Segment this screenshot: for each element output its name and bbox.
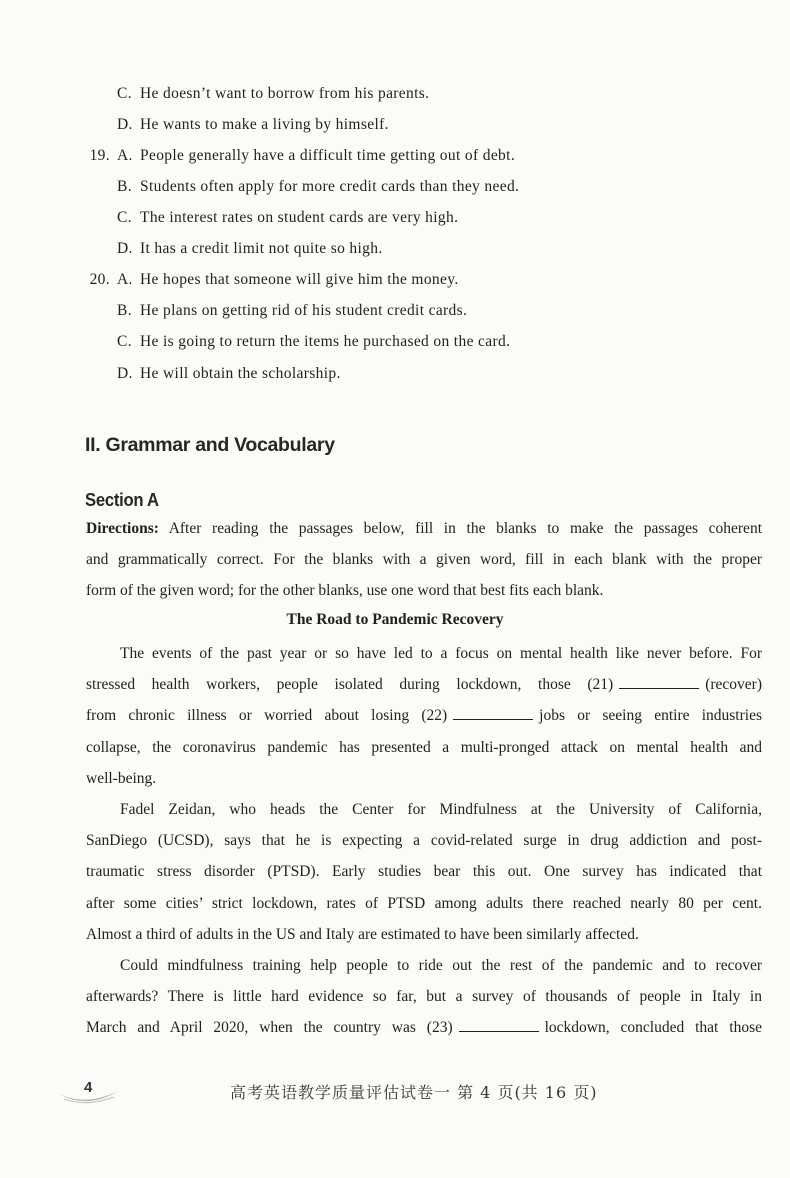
option-letter: D. — [117, 240, 133, 257]
passage-line: after some cities’ strict lockdown, rates of PTSD among adults there reached nearly 80 per cent. — [86, 894, 762, 912]
directions-line: and grammatically correct. For the blanks with a given word, fill in each blank with the proper — [86, 551, 762, 569]
passage-line: The events of the past year or so have led to a focus on mental health like never before. For — [120, 645, 762, 662]
option-20-b — [117, 301, 467, 321]
option-text: People generally have a difficult time getting out of debt. — [140, 147, 516, 164]
option-text: He hopes that someone will give him the money. — [140, 271, 459, 288]
blank-22[interactable] — [453, 705, 533, 720]
passage-line: well-being. — [86, 769, 157, 787]
directions — [86, 513, 762, 607]
passage-line: traumatic stress disorder (PTSD). Early studies bear this out. One survey has indicated that — [86, 863, 762, 881]
option-text: The interest rates on student cards are very high. — [140, 209, 459, 226]
passage-line: SanDiego (UCSD), says that he is expecting a covid-related surge in drug addiction and post- — [86, 832, 762, 850]
page-number: 4 — [84, 1079, 93, 1096]
option-20-c — [117, 332, 510, 352]
passage-paragraph-2 — [86, 794, 762, 950]
directions-label: Directions: — [86, 520, 159, 537]
blank-21[interactable] — [619, 674, 699, 689]
option-20-a — [89, 270, 459, 290]
passage-line: Almost a third of adults in the US and Italy are estimated to have been similarly affected. — [86, 925, 639, 943]
directions-line: form of the given word; for the other blanks, use one word that best fits each blank. — [86, 582, 604, 600]
option-19-b — [117, 177, 519, 197]
option-letter: B. — [117, 178, 132, 195]
option-18-c — [117, 84, 429, 104]
section-title: II. Grammar and Vocabulary — [85, 434, 335, 456]
option-letter: C. — [117, 85, 132, 102]
blank-23[interactable] — [459, 1017, 539, 1032]
option-19-a — [89, 146, 516, 166]
passage-paragraph-1 — [86, 638, 762, 794]
passage-line: Could mindfulness training help people to ride out the rest of the pandemic and to recover — [120, 957, 762, 974]
passage-line: from chronic illness or worried about losing (22) jobs or seeing entire industries — [86, 707, 762, 725]
option-letter: C. — [117, 209, 132, 226]
option-19-c — [117, 208, 458, 228]
option-letter: D. — [117, 116, 133, 133]
passage-paragraph-3 — [86, 950, 762, 1044]
option-19-d — [117, 239, 383, 259]
directions-line: Directions: After reading the passages below, fill in the blanks to make the passages coherent — [86, 520, 762, 537]
passage-line: collapse, the coronavirus pandemic has presented a multi-pronged attack on mental health and — [86, 738, 762, 756]
option-letter: C. — [117, 333, 132, 350]
passage-line: March and April 2020, when the country was (23) lockdown, concluded that those — [86, 1019, 762, 1037]
passage-line: afterwards? There is little hard evidence so far, but a survey of thousands of people in Italy in — [86, 988, 762, 1006]
page-footer — [0, 1078, 790, 1108]
option-letter: A. — [117, 271, 133, 288]
option-letter: A. — [117, 147, 133, 164]
option-text: Students often apply for more credit cards than they need. — [140, 178, 520, 195]
option-18-d — [117, 115, 389, 135]
option-text: It has a credit limit not quite so high. — [140, 240, 383, 257]
option-text: He is going to return the items he purchased on the card. — [140, 333, 511, 350]
passage-line: Fadel Zeidan, who heads the Center for Mindfulness at the University of California, — [120, 801, 762, 818]
option-text: He will obtain the scholarship. — [140, 365, 341, 382]
question-number: 19. — [89, 147, 110, 164]
passage-line: stressed health workers, people isolated during lockdown, those (21) (recover) — [86, 676, 762, 694]
option-text: He plans on getting rid of his student credit cards. — [140, 302, 468, 319]
option-letter: B. — [117, 302, 132, 319]
passage-title: The Road to Pandemic Recovery — [286, 611, 504, 628]
option-text: He doesn’t want to borrow from his parents. — [140, 85, 430, 102]
option-text: He wants to make a living by himself. — [140, 116, 389, 133]
section-subtitle: Section A — [85, 489, 159, 510]
option-20-d — [117, 364, 341, 384]
question-number: 20. — [89, 271, 110, 288]
footer-text: 高考英语教学质量评估试卷一 第 4 页(共 16 页) — [230, 1083, 598, 1102]
option-letter: D. — [117, 365, 133, 382]
